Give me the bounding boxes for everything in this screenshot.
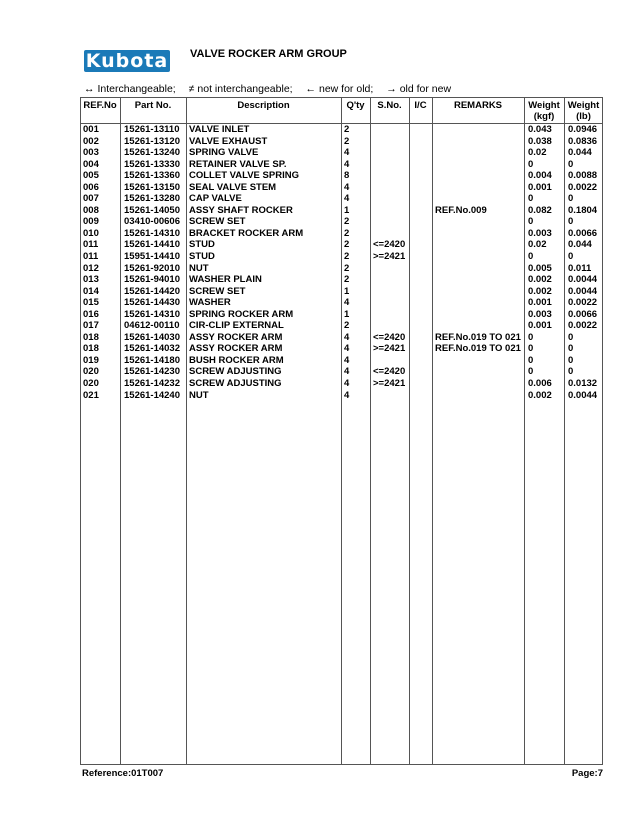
reference-code: Reference:01T007 [82, 768, 164, 779]
quantity-cell: 4 [344, 147, 350, 159]
header-remarks: REMARKS [453, 100, 503, 111]
weight-kgf-cell: 0.082 [528, 204, 552, 216]
table-row [80, 263, 603, 275]
quantity-cell: 4 [344, 366, 350, 378]
legend-new-for-old: new for old; [319, 83, 374, 95]
part-no-cell: 15261-92010 [124, 262, 180, 274]
weight-kgf-cell: 0.003 [528, 308, 552, 320]
ref-no-cell: 017 [83, 320, 99, 332]
description-cell: SPRING ROCKER ARM [189, 308, 294, 320]
part-no-cell: 15261-14430 [124, 297, 180, 309]
quantity-cell: 8 [344, 170, 350, 182]
description-cell: ASSY ROCKER ARM [189, 331, 283, 343]
left-arrow-icon: ← [305, 83, 316, 95]
weight-lb-cell: 0.0088 [568, 170, 598, 182]
ref-no-cell: 011 [83, 239, 99, 251]
weight-lb-cell: 0.0836 [568, 135, 598, 147]
header-qty: Q'ty [346, 100, 365, 111]
header-weight-lb: Weight [567, 100, 600, 111]
table-row [80, 343, 603, 355]
header-weight-kgf: Weight [528, 100, 560, 111]
part-no-cell: 15261-14180 [124, 354, 180, 366]
header-ic: I/C [414, 100, 427, 111]
description-cell: ASSY SHAFT ROCKER [189, 204, 293, 216]
quantity-cell: 4 [344, 297, 350, 309]
description-cell: ASSY ROCKER ARM [189, 343, 283, 355]
part-no-cell: 15261-13360 [124, 170, 180, 182]
weight-lb-cell: 0.1804 [568, 204, 598, 216]
ref-no-cell: 010 [83, 227, 99, 239]
weight-lb-cell: 0.044 [568, 147, 592, 159]
description-cell: BUSH ROCKER ARM [189, 354, 284, 366]
header-serial-no: S.No. [377, 100, 402, 111]
part-no-cell: 15261-14232 [124, 378, 180, 390]
weight-kgf-cell: 0 [528, 251, 534, 263]
description-cell: BRACKET ROCKER ARM [189, 227, 304, 239]
remarks-cell: REF.No.019 TO 021 [435, 331, 521, 343]
description-cell: SCREW ADJUSTING [189, 378, 282, 390]
quantity-cell: 2 [344, 320, 350, 332]
quantity-cell: 2 [344, 216, 350, 228]
ref-no-cell: 001 [83, 124, 99, 135]
remarks-cell: REF.No.009 [435, 204, 487, 216]
description-cell: SEAL VALVE STEM [189, 181, 277, 193]
ref-no-cell: 003 [83, 147, 99, 159]
both-arrow-icon: ↔ [84, 83, 95, 95]
ref-no-cell: 011 [83, 251, 99, 263]
weight-kgf-cell: 0.001 [528, 320, 552, 332]
ref-no-cell: 015 [83, 297, 99, 309]
weight-kgf-cell: 0 [528, 193, 534, 205]
weight-kgf-cell: 0 [528, 331, 534, 343]
quantity-cell: 4 [344, 181, 350, 193]
weight-kgf-cell: 0.006 [528, 378, 552, 390]
description-cell: SCREW SET [189, 285, 246, 297]
weight-kgf-cell: 0.001 [528, 297, 552, 309]
description-cell: SCREW SET [189, 216, 246, 228]
part-no-cell: 15261-13120 [124, 135, 180, 147]
table-row [80, 216, 603, 228]
serial-no-cell: <=2420 [373, 331, 406, 343]
table-row [80, 355, 603, 367]
weight-kgf-cell: 0.002 [528, 274, 552, 286]
weight-lb-cell: 0 [568, 343, 574, 355]
weight-lb-cell: 0 [568, 158, 574, 170]
table-row [80, 286, 603, 298]
right-arrow-icon: → [386, 83, 397, 95]
ref-no-cell: 002 [83, 135, 99, 147]
description-cell: CAP VALVE [189, 193, 242, 205]
weight-lb-cell: 0.044 [568, 239, 592, 251]
remarks-cell: REF.No.019 TO 021 [435, 343, 521, 355]
weight-lb-cell: 0 [568, 331, 574, 343]
table-row [80, 193, 603, 205]
table-row [80, 378, 603, 390]
header-description: Description [237, 100, 290, 111]
table-row [80, 274, 603, 286]
table-row [80, 170, 603, 182]
weight-lb-cell: 0.0022 [568, 181, 598, 193]
legend-interchangeable: Interchangeable; [97, 83, 176, 95]
weight-kgf-cell: 0.038 [528, 135, 552, 147]
weight-kgf-cell: 0.02 [528, 147, 547, 159]
description-cell: NUT [189, 389, 209, 401]
serial-no-cell: >=2421 [373, 378, 406, 390]
weight-kgf-cell: 0.002 [528, 389, 552, 401]
weight-kgf-cell: 0.005 [528, 262, 552, 274]
part-no-cell: 15261-14240 [124, 389, 180, 401]
quantity-cell: 4 [344, 389, 350, 401]
description-cell: WASHER PLAIN [189, 274, 262, 286]
not-equal-icon: ≠ [188, 83, 195, 95]
part-no-cell: 15261-14420 [124, 285, 180, 297]
ref-no-cell: 007 [83, 193, 99, 205]
ref-no-cell: 019 [83, 354, 99, 366]
weight-kgf-cell: 0 [528, 158, 534, 170]
table-row [80, 320, 603, 332]
part-no-cell: 15261-14310 [124, 308, 180, 320]
part-no-cell: 15261-13150 [124, 181, 180, 193]
quantity-cell: 2 [344, 135, 350, 147]
quantity-cell: 2 [344, 227, 350, 239]
table-row [80, 251, 603, 263]
description-cell: COLLET VALVE SPRING [189, 170, 299, 182]
ref-no-cell: 020 [83, 378, 99, 390]
ref-no-cell: 013 [83, 274, 99, 286]
weight-kgf-cell: 0.001 [528, 181, 552, 193]
quantity-cell: 4 [344, 193, 350, 205]
weight-lb-cell: 0.011 [568, 262, 592, 274]
interchangeability-legend [84, 83, 461, 95]
quantity-cell: 2 [344, 239, 350, 251]
description-cell: CIR-CLIP EXTERNAL [189, 320, 284, 332]
kubota-logo: Kubota [85, 50, 169, 72]
part-no-cell: 03410-00606 [124, 216, 180, 228]
table-row [80, 390, 603, 402]
description-cell: SPRING VALVE [189, 147, 259, 159]
weight-lb-cell: 0 [568, 251, 574, 263]
serial-no-cell: >=2421 [373, 343, 406, 355]
weight-lb-cell: 0.0066 [568, 308, 598, 320]
header-weight-lb-unit: (lb) [576, 111, 591, 122]
serial-no-cell: >=2421 [373, 251, 406, 263]
table-row [80, 239, 603, 251]
ref-no-cell: 005 [83, 170, 99, 182]
ref-no-cell: 008 [83, 204, 99, 216]
serial-no-cell: <=2420 [373, 366, 406, 378]
quantity-cell: 4 [344, 354, 350, 366]
ref-no-cell: 006 [83, 181, 99, 193]
table-row [80, 332, 603, 344]
legend-not-interchangeable: not interchangeable; [197, 83, 293, 95]
table-row [80, 309, 603, 321]
header-part-no: Part No. [134, 100, 172, 111]
quantity-cell: 2 [344, 251, 350, 263]
header-ref-no: REF.No [83, 100, 117, 111]
description-cell: STUD [189, 239, 215, 251]
ref-no-cell: 016 [83, 308, 99, 320]
ref-no-cell: 009 [83, 216, 99, 228]
weight-kgf-cell: 0 [528, 366, 534, 378]
quantity-cell: 1 [344, 204, 350, 216]
parts-table-body [80, 124, 603, 401]
table-row [80, 136, 603, 148]
table-row [80, 147, 603, 159]
weight-kgf-cell: 0 [528, 354, 534, 366]
part-no-cell: 15261-14310 [124, 227, 180, 239]
table-row [80, 159, 603, 171]
table-row [80, 228, 603, 240]
ref-no-cell: 020 [83, 366, 99, 378]
weight-lb-cell: 0.0066 [568, 227, 598, 239]
weight-kgf-cell: 0.043 [528, 124, 552, 135]
page-number: Page:7 [571, 768, 603, 779]
weight-lb-cell: 0 [568, 216, 574, 228]
serial-no-cell: <=2420 [373, 239, 406, 251]
ref-no-cell: 012 [83, 262, 99, 274]
header-weight-kgf-unit: (kgf) [533, 111, 555, 122]
part-no-cell: 15261-14032 [124, 343, 180, 355]
part-no-cell: 15261-94010 [124, 274, 180, 286]
quantity-cell: 1 [344, 308, 350, 320]
weight-kgf-cell: 0.002 [528, 285, 552, 297]
weight-lb-cell: 0 [568, 193, 574, 205]
page-title: VALVE ROCKER ARM GROUP [190, 48, 347, 60]
part-no-cell: 15951-14410 [124, 251, 180, 263]
table-row [80, 205, 603, 217]
description-cell: STUD [189, 251, 215, 263]
description-cell: RETAINER VALVE SP. [189, 158, 287, 170]
ref-no-cell: 014 [83, 285, 99, 297]
quantity-cell: 4 [344, 343, 350, 355]
part-no-cell: 15261-13240 [124, 147, 180, 159]
part-no-cell: 15261-14230 [124, 366, 180, 378]
weight-lb-cell: 0.0022 [568, 320, 598, 332]
ref-no-cell: 018 [83, 331, 99, 343]
ref-no-cell: 018 [83, 343, 99, 355]
quantity-cell: 4 [344, 378, 350, 390]
weight-kgf-cell: 0 [528, 343, 534, 355]
table-row [80, 366, 603, 378]
part-no-cell: 04612-00110 [124, 320, 180, 332]
quantity-cell: 2 [344, 274, 350, 286]
weight-kgf-cell: 0.004 [528, 170, 552, 182]
weight-lb-cell: 0 [568, 354, 574, 366]
weight-kgf-cell: 0.003 [528, 227, 552, 239]
quantity-cell: 2 [344, 124, 350, 135]
description-cell: SCREW ADJUSTING [189, 366, 282, 378]
legend-old-for-new: old for new [399, 83, 452, 95]
ref-no-cell: 004 [83, 158, 99, 170]
quantity-cell: 2 [344, 262, 350, 274]
description-cell: VALVE INLET [189, 124, 250, 135]
description-cell: WASHER [189, 297, 231, 309]
weight-lb-cell: 0.0946 [568, 124, 598, 135]
quantity-cell: 1 [344, 285, 350, 297]
part-no-cell: 15261-14030 [124, 331, 180, 343]
description-cell: NUT [189, 262, 209, 274]
table-row [80, 124, 603, 136]
table-row [80, 297, 603, 309]
weight-lb-cell: 0.0044 [568, 389, 598, 401]
weight-kgf-cell: 0.02 [528, 239, 547, 251]
weight-lb-cell: 0 [568, 366, 574, 378]
part-no-cell: 15261-13280 [124, 193, 180, 205]
quantity-cell: 4 [344, 331, 350, 343]
part-no-cell: 15261-14050 [124, 204, 180, 216]
table-row [80, 182, 603, 194]
part-no-cell: 15261-14410 [124, 239, 180, 251]
weight-lb-cell: 0.0022 [568, 297, 598, 309]
part-no-cell: 15261-13110 [124, 124, 180, 135]
weight-lb-cell: 0.0044 [568, 285, 598, 297]
weight-lb-cell: 0.0132 [568, 378, 598, 390]
weight-lb-cell: 0.0044 [568, 274, 598, 286]
ref-no-cell: 021 [83, 389, 99, 401]
description-cell: VALVE EXHAUST [189, 135, 268, 147]
quantity-cell: 4 [344, 158, 350, 170]
part-no-cell: 15261-13330 [124, 158, 180, 170]
weight-kgf-cell: 0 [528, 216, 534, 228]
